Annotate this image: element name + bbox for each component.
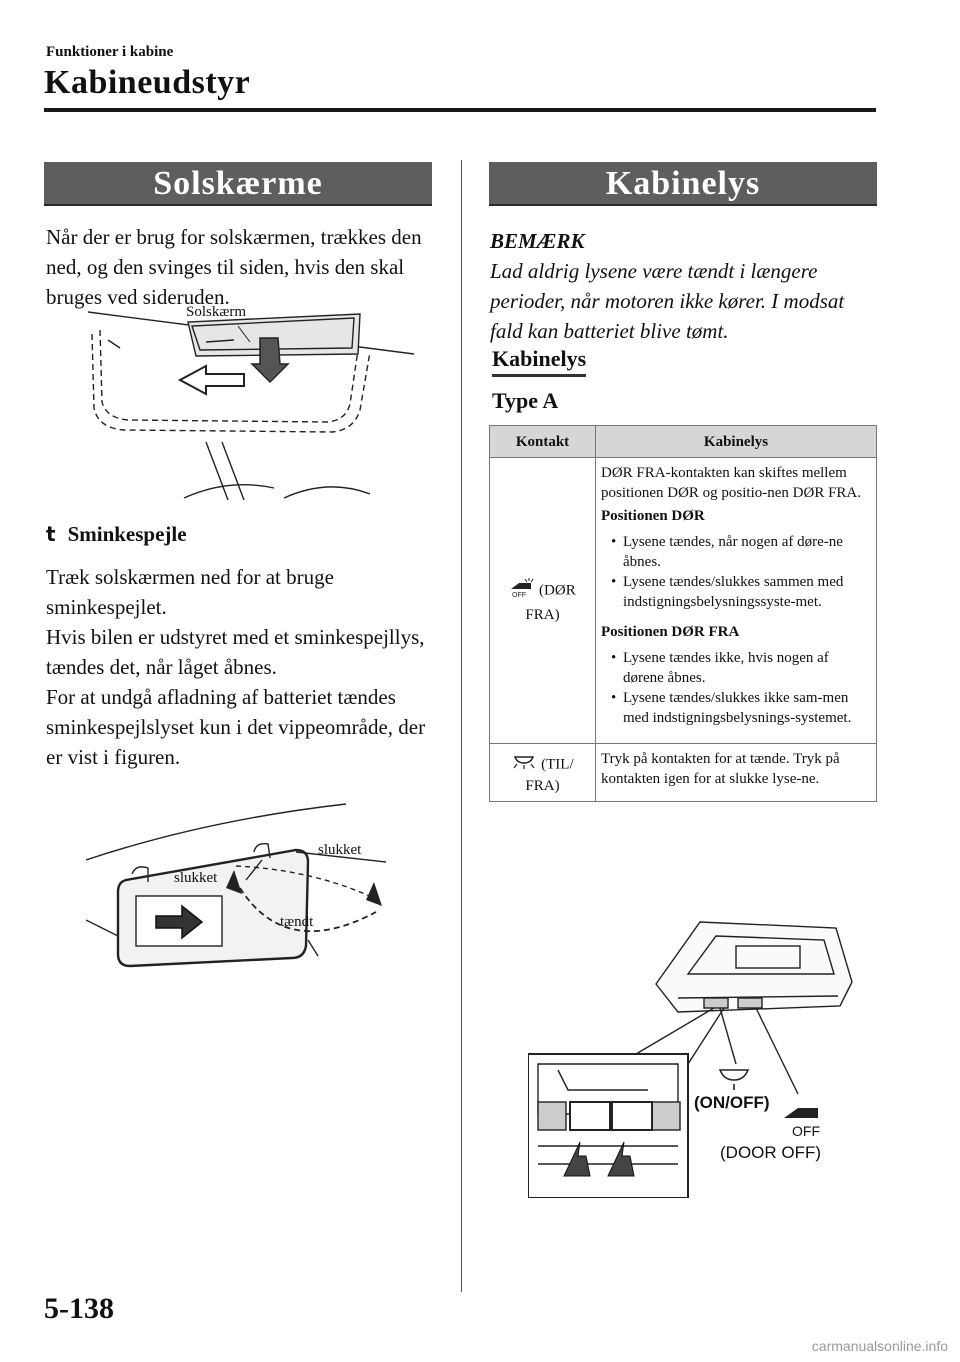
overhead-lamp-illustration: [528, 914, 858, 1198]
mirror-label-on: tændt: [280, 914, 314, 930]
table-row: [490, 458, 877, 744]
sun-visor-illustration: [88, 292, 414, 508]
title-rule: [44, 108, 876, 112]
on-off-switch-icon: [511, 754, 537, 776]
note-text: Lad aldrig lysene være tændt i længere perioder, når motoren ikke kører. I modsat fald kan batteriet blive tømt.: [490, 259, 845, 343]
door-off-switch-label: (DØR FRA): [525, 581, 576, 623]
vanity-mirror-illustration: [86, 800, 426, 970]
table-header-interior-light: Kabinelys: [596, 426, 877, 458]
column-divider: [461, 160, 462, 1292]
table-cell-on-off-description: Tryk på kontakten for at tænde. Tryk på kontakten igen for at slukke lyse-ne.: [596, 744, 877, 802]
table-header-switch: Kontakt: [490, 426, 596, 458]
interior-light-switch-table: [489, 425, 877, 802]
footer-watermark: carmanualsonline.info: [811, 1338, 948, 1354]
svg-text:OFF: OFF: [512, 591, 527, 599]
vanity-mirror-paragraph-1: Træk solskærmen ned for at bruge sminkespejlet.: [46, 565, 334, 619]
lamp-label-on-off: (ON/OFF): [694, 1093, 770, 1112]
sun-visor-label: Solskærm: [186, 304, 247, 320]
note-block: [490, 226, 880, 346]
mirror-label-off-left: slukket: [174, 870, 218, 886]
table-header-row: [490, 426, 877, 458]
table-cell-door-off-description: [596, 458, 877, 744]
list-item: • Lysene tændes/slukkes sammen med indstigningsbelysningssyste-met.: [601, 572, 871, 612]
subheading-text: Sminkespejle: [67, 522, 187, 546]
table-cell-on-off-switch: [490, 744, 596, 802]
vanity-mirror-paragraph-2: Hvis bilen er udstyret med et sminkespejllys, tændes det, når låget åbnes.: [46, 625, 425, 679]
door-off-position-heading: Positionen DØR FRA: [601, 624, 740, 640]
list-item: • Lysene tændes/slukkes ikke sam-men med indstigningsbelysnings-systemet.: [601, 688, 871, 728]
page-number: 5-138: [44, 1292, 114, 1325]
vanity-mirror-text: [46, 562, 430, 772]
door-position-list: [601, 532, 871, 612]
door-off-lead-text: DØR FRA-kontakten kan skiftes mellem positionen DØR og positio-nen DØR FRA.: [601, 465, 862, 501]
door-position-heading: Positionen DØR: [601, 508, 705, 524]
lamp-label-off: OFF: [792, 1123, 820, 1139]
table-cell-door-off-switch: [490, 458, 596, 744]
door-off-switch-icon: [509, 577, 535, 605]
type-heading: Type A: [492, 388, 559, 413]
section-heading-interior-lights: Kabinelys: [492, 346, 586, 377]
mirror-label-off-right: slukket: [318, 842, 362, 858]
on-off-switch-label: (TIL/ FRA): [525, 756, 574, 794]
door-off-position-list: [601, 648, 871, 728]
section-marker-icon: t: [46, 522, 56, 546]
lamp-label-door-off: (DOOR OFF): [720, 1143, 822, 1162]
note-title: BEMÆRK: [490, 229, 585, 253]
list-item: • Lysene tændes, når nogen af døre-ne åbnes.: [601, 532, 871, 572]
subheading-vanity-mirrors: [46, 522, 187, 547]
list-item: • Lysene tændes ikke, hvis nogen af dørene åbnes.: [601, 648, 871, 688]
section-banner-sun-visors: Solskærme: [44, 162, 432, 206]
page-title: Kabineudstyr: [44, 64, 251, 101]
table-row: [490, 744, 877, 802]
vanity-mirror-paragraph-3: For at undgå afladning af batteriet tændes sminkespejlslyset kun i det vippeområde, der er vist i figuren.: [46, 685, 426, 769]
breadcrumb: Funktioner i kabine: [46, 44, 174, 60]
section-banner-interior-lights: Kabinelys: [489, 162, 877, 206]
sun-visor-intro-text: Når der er brug for solskærmen, trækkes den ned, og den svinges til siden, hvis den skal bruges ved sideruden.: [46, 225, 422, 309]
